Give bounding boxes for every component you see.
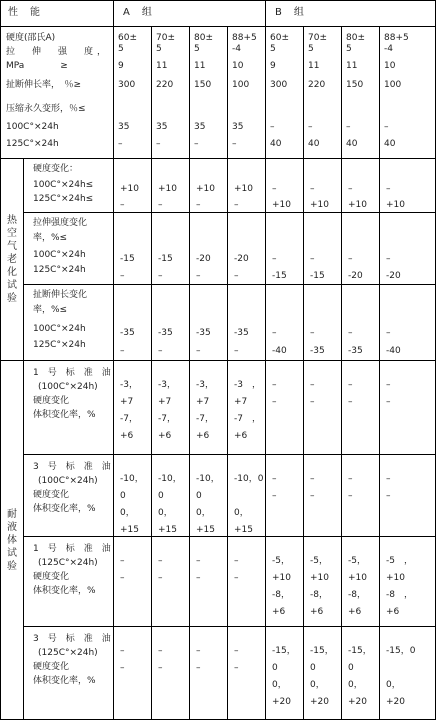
elongation-value-100: – xyxy=(272,328,277,338)
oil1_100-value: +6 xyxy=(196,431,210,441)
oil1_100-hardness-label: 硬度变化 xyxy=(33,396,70,406)
hardness-value-100: +10 xyxy=(234,184,253,194)
oil3_125-value: – xyxy=(158,646,163,656)
tensile-value-100: – xyxy=(386,254,391,264)
elongation-cond-100: 100C°×24h xyxy=(33,324,86,334)
oil3_125-value: – xyxy=(234,663,239,673)
liquid-resistance-label xyxy=(6,360,18,720)
hardness-value-125: – xyxy=(158,200,163,210)
compression-125-value: 40 xyxy=(346,139,358,149)
oil1_100-title: 1 号 标 准 油 xyxy=(33,368,111,378)
compression-100-value: 35 xyxy=(118,122,130,132)
row-divider-oil1-125 xyxy=(23,536,436,537)
row-divider-oil3 xyxy=(23,454,436,455)
oil3_100-value: +15 xyxy=(196,525,215,535)
tensile-value-100: – xyxy=(272,254,277,264)
oil3_125-title: 3 号 标 准 油 xyxy=(33,634,111,644)
hardness-value-100: – xyxy=(272,184,277,194)
oil1_125-value: -5， xyxy=(348,556,366,566)
compression-100-value: 35 xyxy=(156,122,168,132)
oil3_125-value: 0， xyxy=(272,680,287,690)
compression-125-value: – xyxy=(118,139,123,149)
row-divider-oil3-125 xyxy=(23,626,436,627)
oil3_100-cond: (100C°×24h) xyxy=(38,476,98,486)
oil1_100-value: +7 xyxy=(158,397,172,407)
oil1_125-value: +6 xyxy=(386,607,400,617)
label-tensile-unit: MPa ≥ xyxy=(6,61,68,71)
hardness-value-125: +10 xyxy=(348,200,367,210)
label-cond-125: 125C°×24h xyxy=(6,139,59,149)
hardness-value-100: – xyxy=(386,184,391,194)
column-divider xyxy=(341,26,342,720)
oil3_125-value: 0， xyxy=(386,680,401,690)
oil3_125-value: – xyxy=(120,663,125,673)
tensile-value-125: – xyxy=(158,271,163,281)
oil1_125-value: – xyxy=(196,573,201,583)
oil1_125-value: -8 ， xyxy=(386,590,413,600)
elongation-value-100: – xyxy=(310,328,315,338)
elongation-value-125: -35 xyxy=(348,346,363,356)
side-label-divider xyxy=(23,158,24,720)
compression-125-value: – xyxy=(232,139,237,149)
oil1_125-value: – xyxy=(120,556,125,566)
oil1_125-value: +10 xyxy=(348,573,367,583)
elongation-value: 100 xyxy=(384,80,402,90)
oil3_100-value: -10，0 xyxy=(234,474,264,484)
elongation-value-125: -40 xyxy=(386,346,401,356)
oil3_125-value: 0 xyxy=(272,663,278,673)
section-divider-basic xyxy=(0,158,436,159)
oil1_100-value: -3， xyxy=(120,380,138,390)
oil1_125-value: – xyxy=(158,556,163,566)
oil1_125-cond: (125C°×24h) xyxy=(38,558,98,568)
label-compression: 压缩永久变形，％≤ xyxy=(6,104,86,114)
elongation-value-125: – xyxy=(158,346,163,356)
elongation-value: 150 xyxy=(194,80,212,90)
oil3_125-value: – xyxy=(196,646,201,656)
oil1_100-value: – xyxy=(310,380,315,390)
tensile-value: 10 xyxy=(384,61,396,71)
tensile-value-125: -15 xyxy=(272,271,287,281)
oil1_100-value: – xyxy=(348,380,353,390)
elongation-value: 220 xyxy=(156,80,174,90)
oil1_100-volume-label: 体积变化率，% xyxy=(33,410,96,420)
oil3_100-value: 0， xyxy=(196,508,211,518)
oil3_100-value: – xyxy=(348,474,353,484)
oil3_125-value: 0， xyxy=(310,680,325,690)
oil1_125-value: -8， xyxy=(310,590,328,600)
hardness-value-125: – xyxy=(120,200,125,210)
oil1_125-value: -8， xyxy=(348,590,366,600)
hardness-value: 88+5 -4 xyxy=(232,33,257,54)
oil1_125-title: 1 号 标 准 油 xyxy=(33,544,111,554)
table-border-top xyxy=(0,0,436,1)
tensile-value-100: – xyxy=(310,254,315,264)
oil1_100-value: – xyxy=(386,380,391,390)
oil1_125-value: – xyxy=(234,556,239,566)
tensile-cond-125: 125C°×24h xyxy=(33,265,86,275)
oil3_125-value: +20 xyxy=(348,697,367,707)
oil1_100-value: +6 xyxy=(234,431,248,441)
compression-100-value: – xyxy=(270,122,275,132)
oil3_125-value: 0， xyxy=(348,680,363,690)
oil3_100-value: – xyxy=(348,491,353,501)
oil3_100-hardness-label: 硬度变化 xyxy=(33,490,70,500)
hardness-value: 70± 5 xyxy=(308,33,327,54)
elongation-value-100: -35 xyxy=(158,328,173,338)
elongation-value: 100 xyxy=(232,80,250,90)
oil3_100-value: – xyxy=(386,491,391,501)
oil3_100-value: 0， xyxy=(120,508,135,518)
header-divider xyxy=(0,26,436,27)
tensile-value-125: – xyxy=(196,271,201,281)
hardness-title: 硬度变化： xyxy=(33,164,79,174)
row-divider-heat-elong xyxy=(23,284,436,285)
oil1_100-value: -7 ， xyxy=(234,414,261,424)
oil3_100-value: 0， xyxy=(234,508,249,518)
oil3_125-value: 0 xyxy=(310,663,316,673)
elongation-cond-125: 125C°×24h xyxy=(33,340,86,350)
hardness-value: 70± 5 xyxy=(156,33,175,54)
oil3_100-value: 0， xyxy=(158,508,173,518)
column-divider xyxy=(227,26,228,720)
hardness-value: 60± 5 xyxy=(270,33,289,54)
hardness-value: 88+5 -4 xyxy=(384,33,409,54)
tensile-value-125: -15 xyxy=(310,271,325,281)
compression-125-value: 40 xyxy=(384,139,396,149)
compression-100-value: 35 xyxy=(232,122,244,132)
hardness-value-100: – xyxy=(310,184,315,194)
tensile-value-125: -20 xyxy=(386,271,401,281)
tensile-value-100: -20 xyxy=(196,254,211,264)
section-divider-heat xyxy=(0,360,436,361)
hardness-cond-100: 100C°×24h≤ xyxy=(33,180,94,190)
tensile-value: 11 xyxy=(156,61,168,71)
hardness-value-100: – xyxy=(348,184,353,194)
hardness-value-100: +10 xyxy=(158,184,177,194)
oil3_125-value: – xyxy=(196,663,201,673)
oil3_100-value: – xyxy=(272,491,277,501)
hardness-value-100: +10 xyxy=(196,184,215,194)
compression-100-value: – xyxy=(308,122,313,132)
oil3_100-value: +15 xyxy=(158,525,177,535)
oil1_100-value: -3 ， xyxy=(234,380,261,390)
hardness-value: 80± 5 xyxy=(346,33,365,54)
oil3_125-value: +20 xyxy=(272,697,291,707)
column-divider xyxy=(151,26,152,720)
oil3_100-value: -10， xyxy=(120,474,144,484)
oil1_100-value: – xyxy=(272,380,277,390)
oil3_125-value: -15，0 xyxy=(386,646,416,656)
tensile-value: 11 xyxy=(308,61,320,71)
elongation-value: 220 xyxy=(308,80,326,90)
oil1_125-value: +10 xyxy=(310,573,329,583)
header-group-a: A 组 xyxy=(123,7,153,18)
compression-125-value: – xyxy=(156,139,161,149)
tensile-value: 11 xyxy=(194,61,206,71)
elongation-value-125: – xyxy=(120,346,125,356)
oil1_100-value: +7 xyxy=(234,397,248,407)
tensile-value-100: -20 xyxy=(234,254,249,264)
oil1_125-value: +6 xyxy=(348,607,362,617)
tensile-cond-100: 100C°×24h xyxy=(33,250,86,260)
tensile-value: 9 xyxy=(118,61,124,71)
oil3_100-value: – xyxy=(386,474,391,484)
oil1_125-value: +6 xyxy=(310,607,324,617)
compression-100-value: – xyxy=(384,122,389,132)
oil1_125-value: -5 ， xyxy=(386,556,413,566)
heat-aging-label xyxy=(6,158,18,360)
oil1_100-value: – xyxy=(310,397,315,407)
tensile-title: 拉伸强度变化 xyxy=(33,218,88,228)
oil1_100-value: – xyxy=(272,397,277,407)
row-divider-heat-tensile xyxy=(23,212,436,213)
oil3_125-value: 0 xyxy=(348,663,354,673)
elongation-value-125: -40 xyxy=(272,346,287,356)
oil3_100-value: +15 xyxy=(234,525,253,535)
oil3_125-value: – xyxy=(158,663,163,673)
label-cond-100: 100C°×24h xyxy=(6,122,59,132)
oil1_125-value: -5， xyxy=(272,556,290,566)
oil3_100-volume-label: 体积变化率，% xyxy=(33,504,96,514)
oil3_100-value: – xyxy=(272,474,277,484)
oil3_100-value: 0 xyxy=(196,491,202,501)
column-divider xyxy=(379,26,380,720)
oil3_125-value: -15， xyxy=(310,646,334,656)
hardness-cond-125: 125C°×24h≤ xyxy=(33,194,94,204)
tensile-title: 率，%≤ xyxy=(33,233,68,243)
oil3_100-value: -10， xyxy=(158,474,182,484)
elongation-value: 300 xyxy=(118,80,136,90)
oil1_125-value: – xyxy=(196,556,201,566)
compression-125-value: 40 xyxy=(270,139,282,149)
oil1_100-value: -7， xyxy=(120,414,138,424)
elongation-value: 150 xyxy=(346,80,364,90)
oil3_125-value: -15， xyxy=(272,646,296,656)
elongation-value-100: – xyxy=(348,328,353,338)
oil1_100-value: -7， xyxy=(158,414,176,424)
elongation-value-125: -35 xyxy=(310,346,325,356)
elongation-value-125: – xyxy=(196,346,201,356)
oil1_125-value: – xyxy=(120,573,125,583)
oil3_100-value: -10， xyxy=(196,474,220,484)
elongation-value-100: -35 xyxy=(234,328,249,338)
oil3_125-volume-label: 体积变化率，% xyxy=(33,676,96,686)
label-hardness: 硬度(邵氏A) xyxy=(6,33,56,43)
oil1_125-hardness-label: 硬度变化 xyxy=(33,572,70,582)
hardness-value-125: +10 xyxy=(386,200,405,210)
elongation-value-100: -35 xyxy=(196,328,211,338)
oil1_100-value: – xyxy=(386,397,391,407)
tensile-value: 11 xyxy=(346,61,358,71)
oil1_100-value: +6 xyxy=(158,431,172,441)
liquid-resistance-label-text: 耐液体试验 xyxy=(7,508,17,572)
header-group-b: B 组 xyxy=(275,7,305,18)
compression-125-value: – xyxy=(194,139,199,149)
oil1_100-value: -3， xyxy=(196,380,214,390)
oil3_100-value: – xyxy=(310,491,315,501)
elongation-title: 率，%≤ xyxy=(33,305,68,315)
oil3_125-value: -15， xyxy=(348,646,372,656)
compression-125-value: 40 xyxy=(308,139,320,149)
tensile-value-100: -15 xyxy=(158,254,173,264)
oil1_125-value: +10 xyxy=(272,573,291,583)
heat-aging-label-text: 热空气老化试验 xyxy=(7,214,17,304)
oil1_100-value: +6 xyxy=(120,431,134,441)
oil1_125-value: – xyxy=(234,573,239,583)
oil3_100-value: +15 xyxy=(120,525,139,535)
oil3_125-hardness-label: 硬度变化 xyxy=(33,662,70,672)
oil3_100-value: 0 xyxy=(120,491,126,501)
oil1_100-value: -3， xyxy=(158,380,176,390)
hardness-value-125: – xyxy=(234,200,239,210)
oil1_100-value: – xyxy=(348,397,353,407)
elongation-title: 扯断伸长变化 xyxy=(33,290,88,300)
tensile-value-125: – xyxy=(120,271,125,281)
oil1_125-value: +10 xyxy=(386,573,405,583)
oil1_125-value: -5， xyxy=(310,556,328,566)
label-tensile: 拉 伸 强 度， xyxy=(6,47,106,57)
compression-100-value: 35 xyxy=(194,122,206,132)
oil3_125-value: – xyxy=(234,646,239,656)
tensile-value-100: – xyxy=(348,254,353,264)
oil1_125-value: – xyxy=(158,573,163,583)
oil3_125-cond: (125C°×24h) xyxy=(38,648,98,658)
column-divider xyxy=(189,26,190,720)
oil1_125-volume-label: 体积变化率，% xyxy=(33,586,96,596)
oil1_125-value: +6 xyxy=(272,607,286,617)
tensile-value: 9 xyxy=(270,61,276,71)
tensile-value-125: -20 xyxy=(348,271,363,281)
elongation-value: 300 xyxy=(270,80,288,90)
oil1_125-value: -8， xyxy=(272,590,290,600)
oil1_100-value: +7 xyxy=(120,397,134,407)
hardness-value-100: +10 xyxy=(120,184,139,194)
label-elongation: 扯断伸长率， ％≥ xyxy=(6,80,82,90)
oil1_100-value: +7 xyxy=(196,397,210,407)
oil1_100-value: -7， xyxy=(196,414,214,424)
oil3_125-value: – xyxy=(120,646,125,656)
elongation-value-100: -35 xyxy=(120,328,135,338)
hardness-value-125: +10 xyxy=(272,200,291,210)
elongation-value-125: – xyxy=(234,346,239,356)
header-property: 性 能 xyxy=(8,7,41,18)
tensile-value-100: -15 xyxy=(120,254,135,264)
tensile-value-125: – xyxy=(234,271,239,281)
oil3_100-title: 3 号 标 准 油 xyxy=(33,462,111,472)
oil3_100-value: 0 xyxy=(158,491,164,501)
compression-100-value: – xyxy=(346,122,351,132)
oil1_100-cond: (100C°×24h) xyxy=(38,382,98,392)
tensile-value: 10 xyxy=(232,61,244,71)
column-divider xyxy=(303,26,304,720)
oil3_100-value: – xyxy=(310,474,315,484)
oil3_125-value: +20 xyxy=(386,697,405,707)
hardness-value: 80± 5 xyxy=(194,33,213,54)
elongation-value-100: – xyxy=(386,328,391,338)
oil3_125-value: +20 xyxy=(310,697,329,707)
hardness-value-125: – xyxy=(196,200,201,210)
hardness-value: 60± 5 xyxy=(118,33,137,54)
hardness-value-125: +10 xyxy=(310,200,329,210)
